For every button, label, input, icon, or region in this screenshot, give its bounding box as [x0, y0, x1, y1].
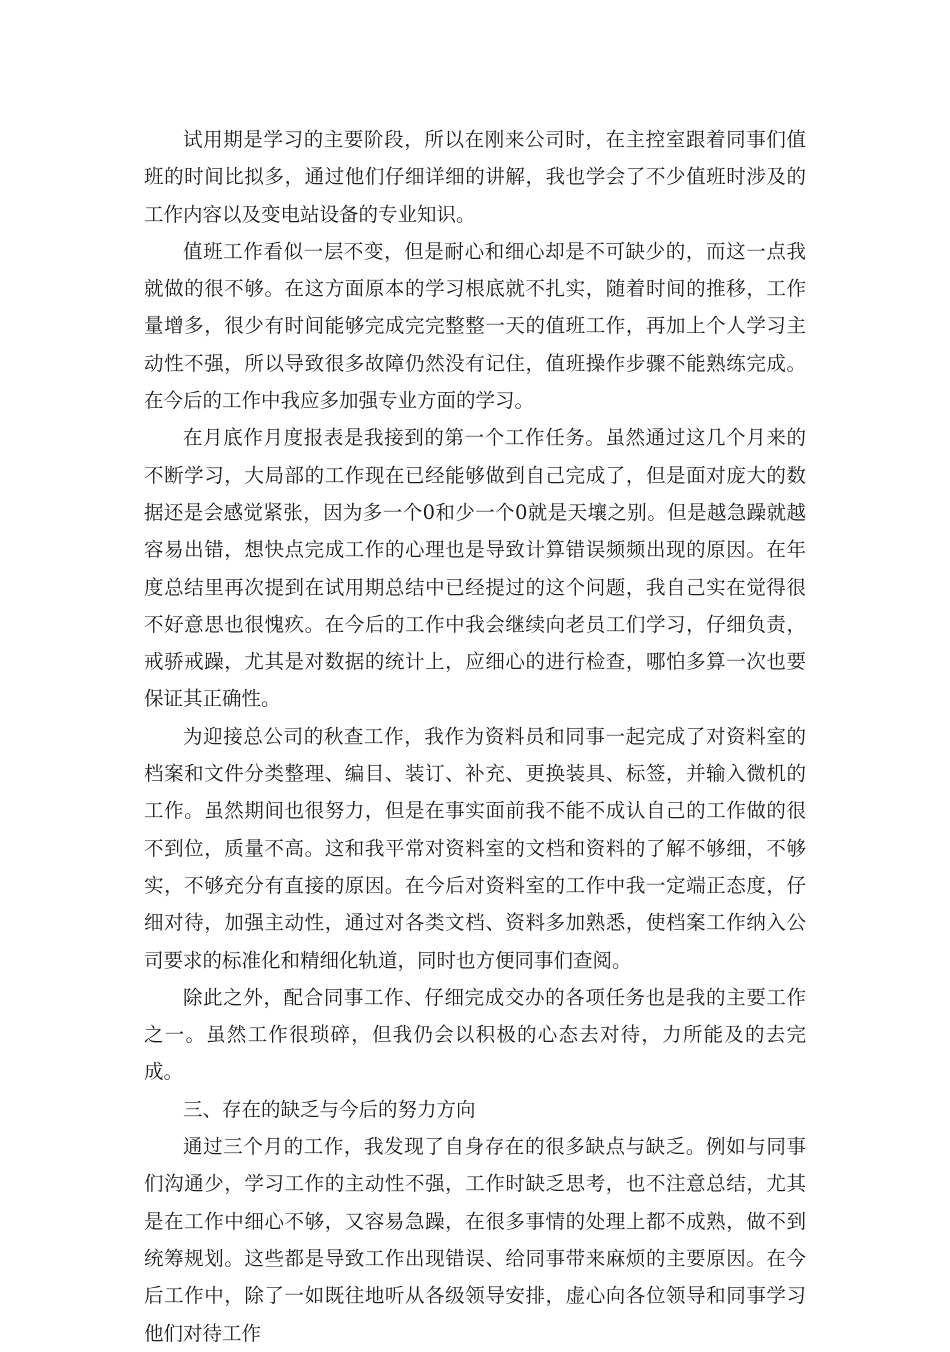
paragraph-other-tasks: 除此之外，配合同事工作、仔细完成交办的各项任务也是我的主要工作之一。虽然工作很琐碎，但我仍会以积极的心态去对待，力所能及的去完成。: [144, 985, 806, 1084]
document-body: [144, 121, 806, 1352]
paragraph-archive-work: 为迎接总公司的秋查工作，我作为资料员和同事一起完成了对资料室的档案和文件分类整理、编目、装订、补充、更换装具、标签，并输入微机的工作。虽然期间也很努力，但是在事实面前我不能不成认自己的工作做的很不到位，质量不高。这和我平常对资料室的文档和资料的了解不够细，不够实，不够充分有直接的原因。在今后对资料室的工作中我一定端正态度，仔细对待，加强主动性，通过对各类文档、资料多加熟悉，使档案工作纳入公司要求的标准化和精细化轨道，同时也方便同事们查阅。: [144, 724, 806, 972]
section-heading: 三、存在的缺乏与今后的努力方向: [183, 1097, 476, 1121]
paragraph-shortcomings: 通过三个月的工作，我发现了自身存在的很多缺点与缺乏。例如与同事们沟通少，学习工作的主动性不强，工作时缺乏思考，也不注意总结，尤其是在工作中细心不够，又容易急躁，在很多事情的处理上都不成熟，做不到统筹规划。这些都是导致工作出现错误、给同事带来麻烦的主要原因。在今后工作中，除了一如既往地听从各级领导安排，虚心向各位领导和同事学习他们对待工作: [144, 1135, 806, 1345]
paragraph-monthly-report: 在月底作月度报表是我接到的第一个工作任务。虽然通过这几个月来的不断学习，大局部的工作现在已经能够做到自己完成了，但是面对庞大的数据还是会感觉紧张，因为多一个0和少一个0就是天壤之别。但是越急躁就越容易出错，想快点完成工作的心理也是导致计算错误频频出现的原因。在年度总结里再次提到在试用期总结中已经提过的这个问题，我自己实在觉得很不好意思也很愧疚。在今后的工作中我会继续向老员工们学习，仔细负责，戒骄戒躁，尤其是对数据的统计上，应细心的进行检查，哪怕多算一次也要保证其正确性。: [144, 426, 806, 711]
paragraph-probation: 试用期是学习的主要阶段，所以在刚来公司时，在主控室跟着同事们值班的时间比拟多，通过他们仔细详细的讲解，我也学会了不少值班时涉及的工作内容以及变电站设备的专业知识。: [144, 128, 806, 226]
paragraph-duty-work: 值班工作看似一层不变，但是耐心和细心却是不可缺少的，而这一点我就做的很不够。在这方面原本的学习根底就不扎实，随着时间的推移，工作量增多，很少有时间能够完成完完整整一天的值班工作，再加上个人学习主动性不强，所以导致很多故障仍然没有记住，值班操作步骤不能熟练完成。在今后的工作中我应多加强专业方面的学习。: [144, 239, 806, 413]
